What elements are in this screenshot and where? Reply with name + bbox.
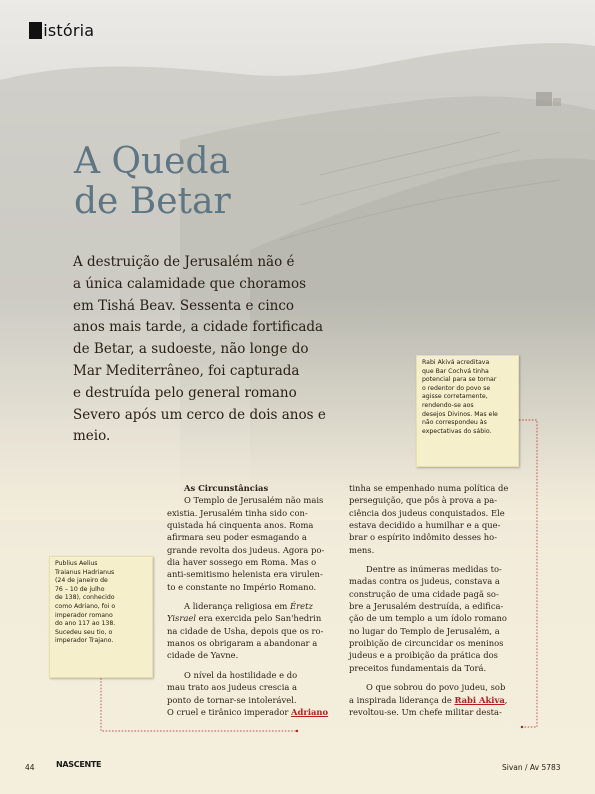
body-line: proibição de circuncidar os meninos <box>349 638 504 649</box>
issue-date: Sivan / Av 5783 <box>502 763 561 772</box>
body-line: perseguição, que pôs à prova a pa- <box>349 495 498 506</box>
body-line: no lugar do Templo de Jerusalém, a <box>349 625 500 636</box>
adriano-link[interactable]: Adriano <box>291 706 329 717</box>
article-title-line: A Queda <box>74 141 230 182</box>
body-line: manos os obrigaram a abandonar a <box>167 638 318 649</box>
body-line <box>167 612 337 624</box>
body-text: a inspirada liderança de <box>349 694 455 705</box>
caption-line: rendendo-se aos <box>422 401 474 409</box>
intro-line: Mar Mediterrâneo, foi capturada <box>73 362 300 379</box>
article-title-line: de Betar <box>74 181 231 222</box>
caption-line: Publius Aelius <box>55 560 98 567</box>
body-line <box>167 600 337 612</box>
body-line: anti-semitismo helenista era virulen- <box>167 569 323 580</box>
intro-line: em Tishá Beav. Sessenta e cinco <box>73 297 295 314</box>
intro-line: A destruição de Jerusalém não é <box>73 254 295 270</box>
caption-line: potencial para se tornar <box>422 376 497 384</box>
body-line: madas contra os judeus, constava a <box>349 576 500 587</box>
caption-line: agisse corretamente, <box>422 393 488 401</box>
body-column-2 <box>349 482 525 718</box>
intro-paragraph <box>73 252 343 448</box>
caption-line: o redentor do povo se <box>422 384 491 392</box>
body-line: grande revolta dos judeus. Agora po- <box>167 544 325 555</box>
body-text: A liderança religiosa em <box>184 601 291 612</box>
body-line: construção de uma cidade pagã so- <box>349 588 499 599</box>
body-line: cidade de Yavne. <box>167 650 239 661</box>
caption-line: (24 de janeiro de <box>55 577 108 585</box>
body-line: to e constante no Império Romano. <box>167 581 317 592</box>
caption-line: como Adriano, foi o <box>55 602 116 610</box>
body-line: ciência dos judeus conquistados. Ele <box>349 507 505 518</box>
body-line: estava decidido a humilhar e a que- <box>349 520 501 531</box>
body-text-italic: Éretz <box>290 601 313 612</box>
body-line: brar o espírito indômito desses ho- <box>349 532 498 543</box>
caption-line: não correspondeu às <box>422 419 487 427</box>
caption-line: 76 – 10 de julho <box>55 585 105 593</box>
body-line: O nível da hostilidade e do <box>184 669 298 680</box>
body-line: bre a Jerusalém destruída, a edifica- <box>349 601 504 612</box>
body-text-italic: Yisrael <box>167 613 196 624</box>
body-line: revoltou-se. Um chefe militar desta- <box>349 706 502 717</box>
body-line: ção de um templo a um ídolo romano <box>349 613 507 624</box>
caption-line: Rabi Akivá acreditava <box>422 359 490 366</box>
intro-line: meio. <box>73 428 111 445</box>
body-text: , <box>504 694 508 705</box>
body-line: existia. Jerusalém tinha sido con- <box>167 507 308 518</box>
body-line <box>167 706 337 718</box>
intro-line: a única calamidade que choramos <box>73 275 307 292</box>
caption-line: Sucedeu seu tio, o <box>55 628 113 636</box>
body-line: mau trato aos judeus crescia a <box>167 682 298 693</box>
body-line: na cidade de Usha, depois que os ro- <box>167 625 324 636</box>
page-number: 44 <box>25 763 35 772</box>
body-line <box>349 694 525 706</box>
body-line: preceitos fundamentais da Torá. <box>349 662 487 673</box>
body-line: ponto de tornar-se intolerável. <box>167 694 297 705</box>
body-line: O que sobrou do povo judeu, sob <box>366 682 506 693</box>
body-line: judeus e a proibição da prática dos <box>349 650 498 661</box>
caption-line: de 138), conhecido <box>55 594 115 602</box>
caption-line: Traianus Hadrianus <box>55 568 115 576</box>
section-label: História <box>31 21 95 40</box>
body-line: quistada há cinquenta anos. Roma <box>167 520 314 531</box>
body-line: dia haver sossego em Roma. Mas o <box>167 557 317 568</box>
caption-line: imperador romano <box>55 611 113 619</box>
body-text: O cruel e tirânico imperador <box>167 706 292 717</box>
body-line: O Templo de Jerusalém não mais <box>184 495 324 506</box>
magazine-logo: NASCENTE <box>56 760 102 769</box>
caption-line: que Bar Cochvá tinha <box>422 367 489 375</box>
intro-line: Severo após um cerco de dois anos e <box>73 406 326 423</box>
article-title <box>74 142 374 222</box>
body-line: Dentre as inúmeras medidas to- <box>366 564 502 575</box>
subheading: As Circunstâncias <box>184 483 269 493</box>
caption-line: do ano 117 ao 138. <box>55 620 116 628</box>
body-line: afirmara seu poder esmagando a <box>167 532 307 543</box>
caption-hadrian <box>49 556 153 678</box>
body-line: mens. <box>349 544 375 555</box>
intro-line: e destruída pelo general romano <box>73 384 297 401</box>
caption-rabi-akiva <box>416 355 519 467</box>
caption-line: imperador Trajano. <box>55 637 114 645</box>
rabi-akiva-link[interactable]: Rabi Akiva <box>454 694 505 705</box>
intro-line: anos mais tarde, a cidade fortificada <box>73 319 324 336</box>
intro-line: de Betar, a sudoeste, não longe do <box>73 341 309 358</box>
caption-line: desejos Divinos. Mas ele <box>422 410 498 418</box>
body-column-1 <box>167 482 337 718</box>
caption-line: expectativas do sábio. <box>422 427 492 435</box>
body-text: era exercida pelo San'hedrin <box>196 613 322 624</box>
body-line: tinha se empenhado numa política de <box>349 483 509 493</box>
